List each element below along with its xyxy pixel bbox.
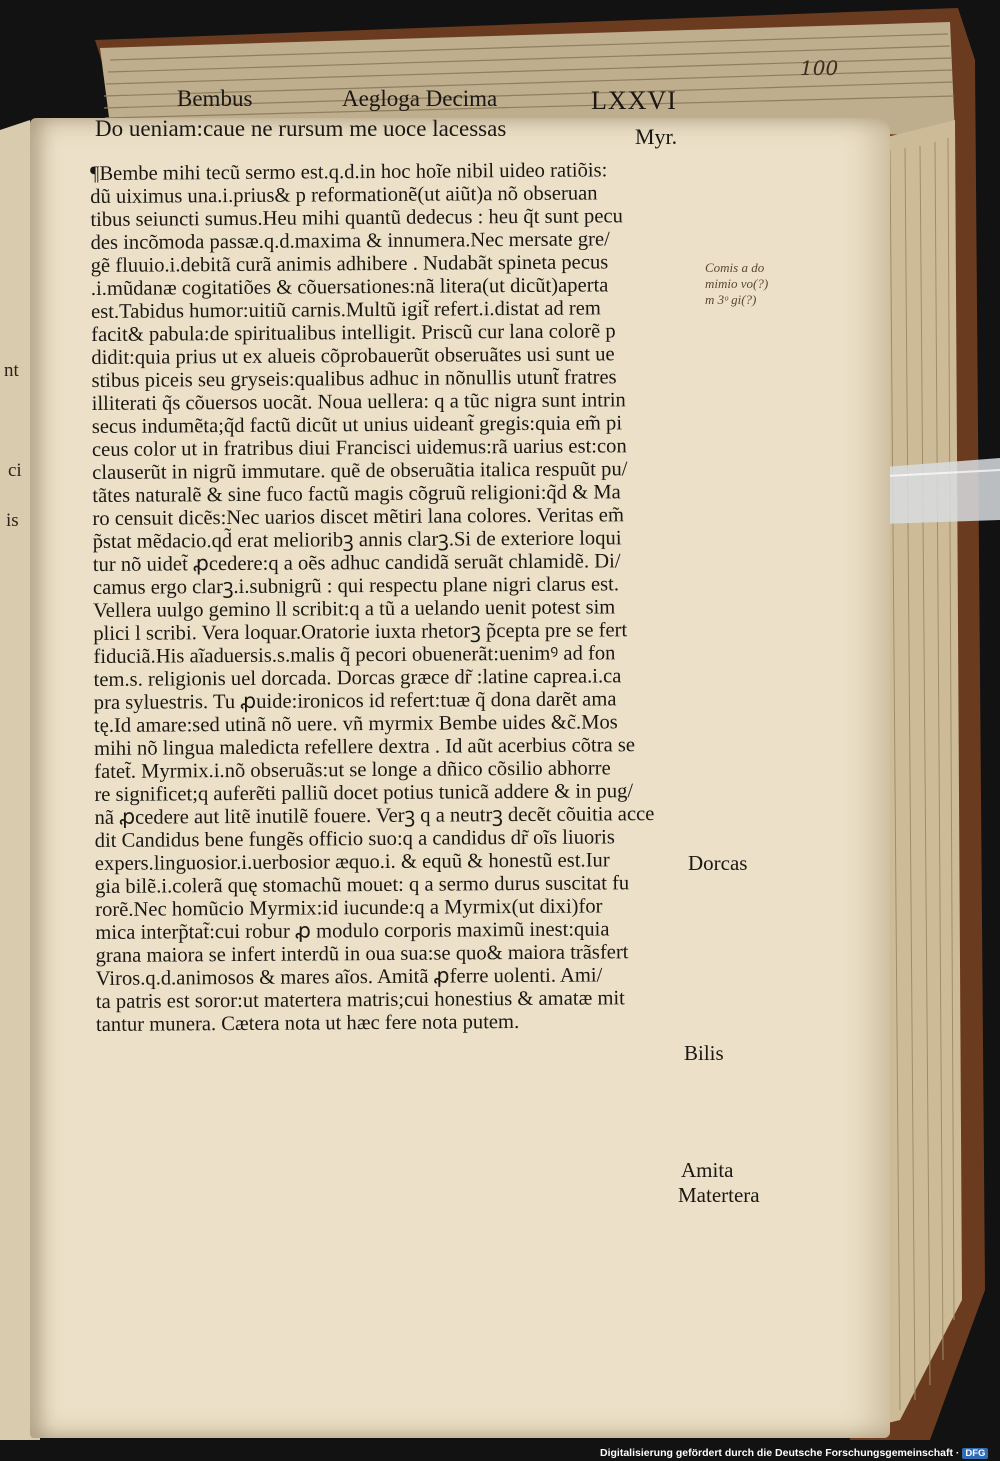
- credit-text: Digitalisierung gefördert durch die Deutsche Forschungsgemeinschaft ·: [600, 1447, 960, 1459]
- text-line: stibus piceis seu gryseis:qualibus adhuc in nõnullis utunt̃ fratres: [91, 366, 617, 392]
- margin-note-dorcas: Dorcas: [688, 851, 748, 875]
- margin-note-amita: Amita: [681, 1158, 734, 1182]
- text-line: Viros.q.d.animosos & mares aĩos. Amitã ꝓferre uolenti. Ami/: [95, 964, 603, 990]
- text-line: tãtes naturalẽ & sine fuco factũ magis cõgruũ religioni:q̃d & Ma: [92, 481, 621, 507]
- text-line: ro censuit dicẽs:Nec uarios discet mẽtiri lana colores. Veritas em̃: [92, 504, 625, 530]
- text-line: didit:quia prius ut ex alueis cõprobauerũt obseruãtes usi sunt ue: [91, 343, 615, 369]
- text-line: secus indumẽta;q̃d factũ dicũt ut unius uideant̃ gregis:quia em̃ pi: [91, 412, 623, 438]
- text-line: gia bilẽ.i.colerã quę stomachũ mouet: q a sermo durus suscitat fu: [94, 872, 630, 898]
- speaker-label: Myr.: [635, 124, 678, 149]
- margin-note-bilis: Bilis: [684, 1041, 724, 1065]
- text-line: pra syluestris. Tu ꝓuide:ironicos id refert:tuæ q̃ dona darẽt ama: [93, 688, 617, 714]
- left-page-fragment-text: nt: [4, 360, 19, 381]
- folio-number-handwritten: 100: [800, 56, 839, 80]
- text-line: p̃stat mẽdacio.qd̃ erat melioribꝫ annis clarꝫ.Si de exteriore loqui: [92, 527, 622, 553]
- text-line: des incõmoda passæ.q.d.maxima & innumera.Nec mersate gre/: [90, 228, 610, 254]
- text-line: clauserũt in nigrũ immutare. quẽ de obseruãtia italica respuũt pu/: [92, 458, 628, 484]
- text-line: tur nõ uidet̃ ꝓcedere:q a oẽs adhuc candidã seruãt chlamidẽ. Di/: [92, 550, 621, 576]
- digitization-credit: [600, 1447, 988, 1459]
- text-line: facit& pabula:de spiritualibus intelligit. Priscũ cur lana colorẽ p: [91, 320, 616, 346]
- text-line: mica interp̃tat̃:cui robur ꝓ modulo corporis maximũ inest:quia: [95, 918, 610, 944]
- text-line: ceus color ut in fratribus diui Francisci uidemus:rã uarius est:con: [91, 435, 627, 461]
- text-line: ¶Bembe mihi tecũ sermo est.q.d.in hoc hoĩe nibil uideo ratiõis:: [90, 159, 608, 185]
- dfg-logo: DFG: [962, 1448, 988, 1459]
- handwritten-line: m 3ᵒ gi(?): [705, 292, 757, 307]
- text-line: nã ꝓcedere aut litẽ inutilẽ fouere. Verꝫ q a neutrꝫ decẽt cõuitia acce: [94, 803, 655, 829]
- text-line: fatet̃. Myrmix.i.nõ obseruãs:ut se longe a dñico cõsilio abhorre: [94, 757, 611, 783]
- text-line: plici l scribi. Vera loquar.Oratorie iuxta rhetorꝫ p̃cepta pre se fert: [93, 619, 628, 645]
- text-line: camus ergo clarꝫ.i.subnigrũ : qui respectu plane nigri clarus est.: [92, 573, 620, 599]
- handwritten-line: mimio vo(?): [705, 276, 769, 291]
- text-line: tę.Id amare:sed utinã nõ uere. vñ myrmix Bembe uides &c̃.Mos: [93, 711, 618, 737]
- handwritten-line: Comis a do: [705, 260, 765, 275]
- text-line: re significet;q auferẽti palliũ docet potius tunicã addere & in pug/: [94, 780, 634, 806]
- left-page-fragment-text: ci: [8, 460, 22, 481]
- left-page-fragment-text: is: [6, 510, 19, 531]
- text-line: tem.s. religionis uel dorcada. Dorcas græce dr̃ :latine caprea.i.ca: [93, 665, 622, 691]
- text-line: tantur munera. Cætera nota ut hæc fere nota putem.: [95, 1011, 520, 1036]
- text-line: expers.linguosior.i.uerbosior æquo.i. & equũ & honestũ est.Iur: [94, 849, 610, 875]
- text-line: .i.mũdanæ cogitatiões & cõuersationes:nã litera(ut dicũt)aperta: [90, 274, 609, 300]
- running-header-center: Aegloga Decima: [342, 86, 498, 111]
- commentary-text: [90, 159, 736, 1037]
- text-line: dit Candidus bene fungẽs officio suo:q a candidus dr̃ oĩs liuoris: [94, 826, 615, 852]
- text-line: ta patris est soror:ut matertera matris;cui honestius & amatæ mit: [95, 987, 625, 1013]
- text-line: grana maiora se infert interdũ in oua sua:se quo& maiora trãsfert: [95, 941, 629, 967]
- text-line: mihi nõ lingua maledicta refellere dextra . Id aũt acerbius cõtra se: [94, 734, 636, 760]
- text-line: rorẽ.Nec homũcio Myrmix:id iucunde:q a Myrmix(ut dixi)for: [95, 895, 603, 921]
- text-line: dũ uiximus una.i.prius& p reformationẽ(ut aiũt)a nõ obseruan: [90, 182, 598, 208]
- margin-note-matertera: Matertera: [678, 1183, 760, 1207]
- text-line: gẽ fluuio.i.debitã curã animis adhibere . Nudabãt spineta pecus: [90, 251, 609, 277]
- running-header-left: Bembus: [177, 86, 253, 111]
- text-line: est.Tabidus humor:uitiũ carnis.Multũ igit̃ refert.i.distat ad rem: [90, 297, 601, 323]
- verse-line: Do ueniam:caue ne rursum me uoce lacessas: [95, 116, 507, 141]
- text-line: Vellera uulgo gemino ll scribit:q a tũ a uelando uenit potest sim: [93, 596, 616, 622]
- text-line: tibus seiuncti sumus.Heu mihi quantũ dedecus : heu q̃t sunt pecu: [90, 205, 623, 231]
- text-line: illiterati q̃s cõuersos uocãt. Noua uellera: q a tũc nigra sunt intrin: [91, 389, 626, 415]
- text-line: fiduciã.His aĩaduersis.s.malis q̃ pecori obuenerãt:uenimꝰ ad fon: [93, 642, 616, 668]
- running-header-right: LXXVI: [591, 86, 677, 115]
